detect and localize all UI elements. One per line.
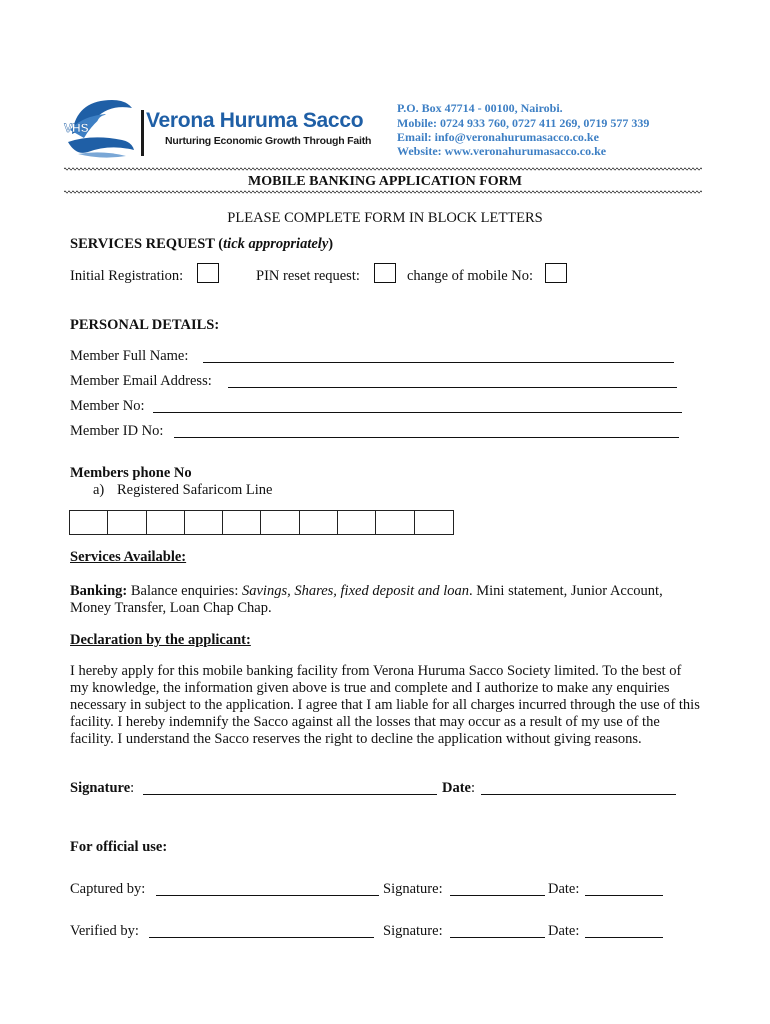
bottom-decorative-rule bbox=[64, 190, 702, 194]
captured-by-field[interactable] bbox=[156, 895, 379, 896]
member-no-field[interactable] bbox=[153, 412, 682, 413]
sacco-logo bbox=[62, 94, 138, 162]
member-id-label: Member ID No: bbox=[70, 423, 164, 439]
captured-signature-label: Signature: bbox=[383, 881, 443, 897]
logo-divider bbox=[141, 110, 144, 156]
phone-digit-cell[interactable] bbox=[70, 511, 108, 534]
verified-date-label: Date: bbox=[548, 923, 580, 939]
phone-digit-cell[interactable] bbox=[108, 511, 146, 534]
change-mobile-label: change of mobile No: bbox=[407, 268, 534, 284]
member-no-label: Member No: bbox=[70, 398, 145, 414]
banking-services-text: Banking: Balance enquiries: Savings, Shares, fixed deposit and loan. Mini statement, Junior Account, Money Transfer, Loan Chap Chap. bbox=[70, 583, 663, 616]
brand-name: Verona Huruma Sacco bbox=[146, 109, 364, 132]
member-full-name-label: Member Full Name: bbox=[70, 348, 189, 364]
registered-line-marker: a) bbox=[93, 482, 105, 498]
phone-digit-cell[interactable] bbox=[223, 511, 261, 534]
pin-reset-checkbox[interactable] bbox=[374, 263, 396, 283]
captured-by-label: Captured by: bbox=[70, 881, 146, 897]
member-email-field[interactable] bbox=[228, 387, 677, 388]
declaration-heading: Declaration by the applicant: bbox=[70, 632, 251, 648]
phone-digit-cell[interactable] bbox=[261, 511, 299, 534]
phone-digit-cell[interactable] bbox=[185, 511, 223, 534]
signature-label: Signature: bbox=[70, 780, 135, 796]
contact-po-box: P.O. Box 47714 - 00100, Nairobi. bbox=[397, 101, 563, 115]
contact-mobile: Mobile: 0724 933 760, 0727 411 269, 0719 577 339 bbox=[397, 116, 650, 130]
phone-digit-cell[interactable] bbox=[300, 511, 338, 534]
registered-line-label: Registered Safaricom Line bbox=[117, 482, 273, 498]
logo-text: VHS bbox=[64, 121, 89, 135]
phone-digit-cell[interactable] bbox=[147, 511, 185, 534]
member-full-name-field[interactable] bbox=[203, 362, 674, 363]
verified-by-label: Verified by: bbox=[70, 923, 139, 939]
change-mobile-checkbox[interactable] bbox=[545, 263, 567, 283]
form-title: MOBILE BANKING APPLICATION FORM bbox=[248, 174, 522, 189]
personal-details-heading: PERSONAL DETAILS: bbox=[70, 317, 220, 333]
member-id-field[interactable] bbox=[174, 437, 679, 438]
declaration-text: I hereby apply for this mobile banking facility from Verona Huruma Sacco Society limited. To the best of my knowledge, the information given above is true and complete and I authorize to make any enquiries necessary in subject to the application. I agree that I am liable for all charges incurred through the use of this facility. I hereby indemnify the Sacco against all the losses that may occur as a result of my use of the facility. I understand the Sacco reserves the right to decline the application without giving reasons. bbox=[70, 663, 700, 747]
phone-digit-cell[interactable] bbox=[338, 511, 376, 534]
captured-date-field[interactable] bbox=[585, 895, 663, 896]
date-field[interactable] bbox=[481, 794, 676, 795]
date-label: Date: bbox=[442, 780, 476, 796]
contact-website: Website: www.veronahurumasacco.co.ke bbox=[397, 144, 607, 158]
phone-number-cells bbox=[69, 510, 454, 535]
verified-signature-label: Signature: bbox=[383, 923, 443, 939]
captured-signature-field[interactable] bbox=[450, 895, 545, 896]
verified-signature-field[interactable] bbox=[450, 937, 545, 938]
top-decorative-rule bbox=[64, 167, 702, 171]
official-use-heading: For official use: bbox=[70, 839, 168, 855]
verified-date-field[interactable] bbox=[585, 937, 663, 938]
block-letters-instruction: PLEASE COMPLETE FORM IN BLOCK LETTERS bbox=[227, 210, 543, 226]
phone-digit-cell[interactable] bbox=[415, 511, 453, 534]
member-email-label: Member Email Address: bbox=[70, 373, 212, 389]
verified-by-field[interactable] bbox=[149, 937, 374, 938]
contact-email: Email: info@veronahurumasacco.co.ke bbox=[397, 130, 599, 144]
members-phone-heading: Members phone No bbox=[70, 465, 192, 481]
services-available-heading: Services Available: bbox=[70, 549, 187, 565]
brand-tagline: Nurturing Economic Growth Through Faith bbox=[165, 135, 372, 147]
captured-date-label: Date: bbox=[548, 881, 580, 897]
signature-field[interactable] bbox=[143, 794, 437, 795]
phone-digit-cell[interactable] bbox=[376, 511, 414, 534]
initial-registration-label: Initial Registration: bbox=[70, 268, 184, 284]
initial-registration-checkbox[interactable] bbox=[197, 263, 219, 283]
pin-reset-label: PIN reset request: bbox=[256, 268, 360, 284]
services-request-heading: SERVICES REQUEST (tick appropriately) bbox=[70, 236, 334, 252]
